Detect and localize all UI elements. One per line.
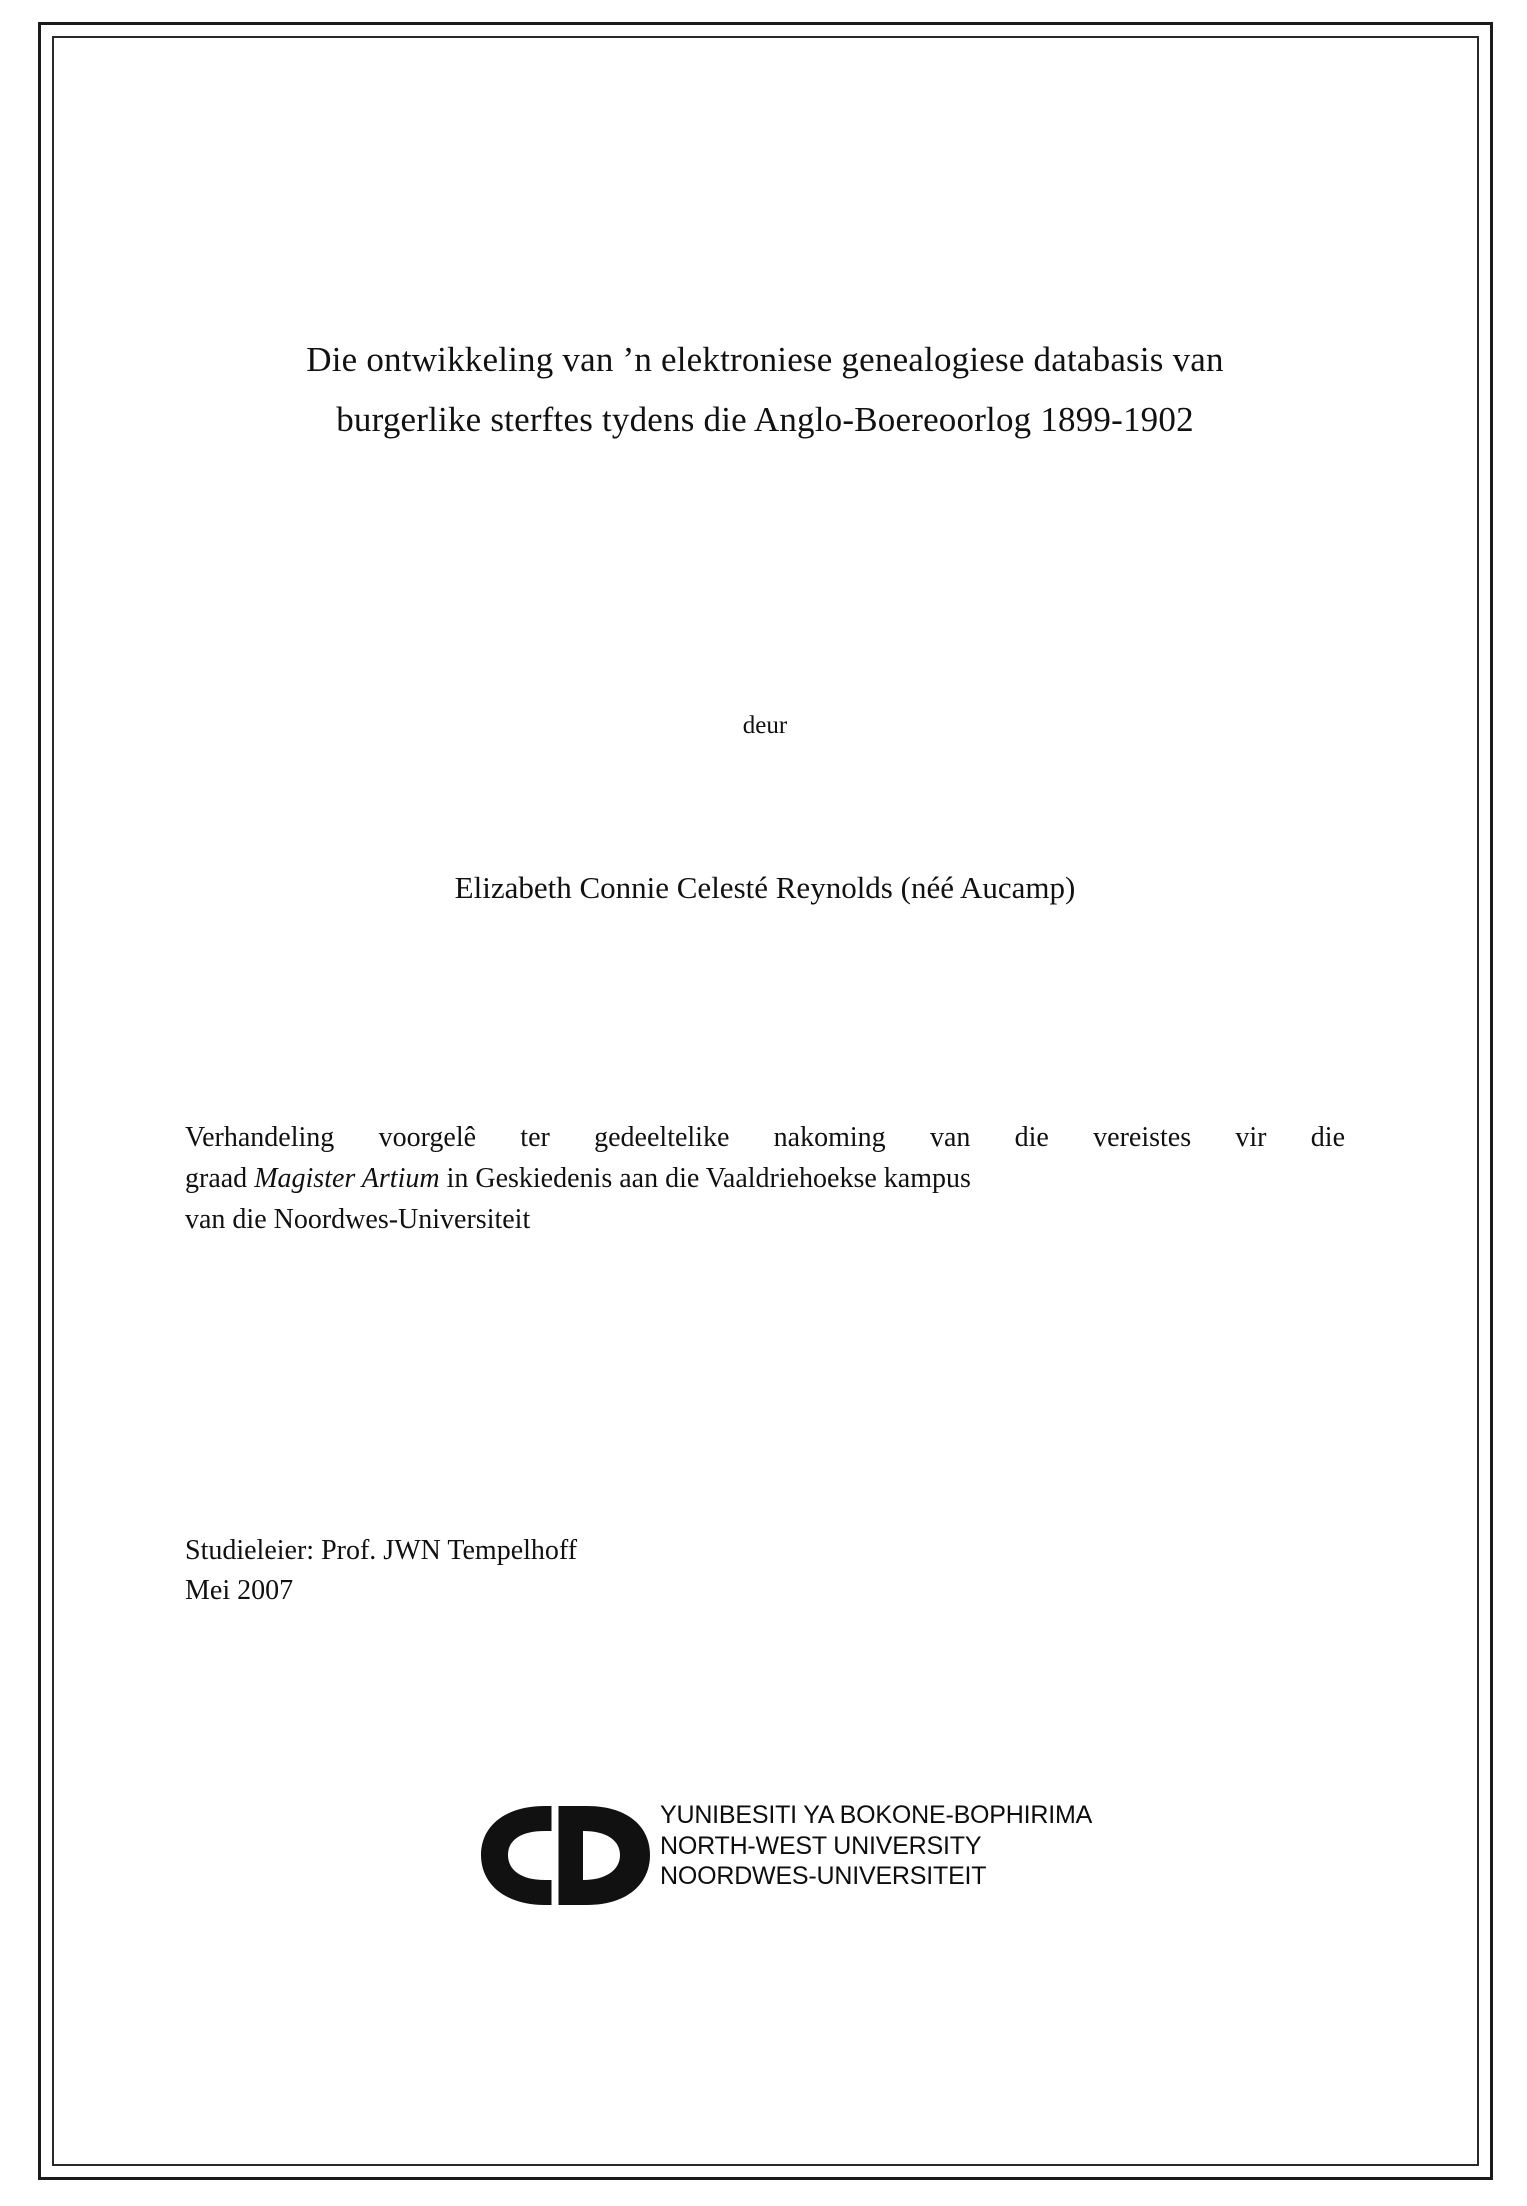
degree-statement xyxy=(185,1118,1345,1241)
degree-name-italic: Magister Artium xyxy=(254,1163,440,1195)
degree-statement-line-2-prefix: graad xyxy=(185,1163,255,1195)
university-logo xyxy=(455,1790,1095,1920)
degree-statement-line-3: van die Noordwes-Universiteit xyxy=(185,1204,531,1236)
title-line-2: burgerlike sterftes tydens die Anglo-Boereoorlog 1899-1902 xyxy=(336,400,1194,440)
title-line-1: Die ontwikkeling van ’n elektroniese genealogiese databasis van xyxy=(306,340,1224,379)
logo-line-2: NORTH-WEST UNIVERSITY xyxy=(660,1831,982,1860)
supervisor-name: Studieleier: Prof. JWN Tempelhoff xyxy=(185,1535,578,1566)
title-page-content xyxy=(185,330,1345,1611)
logo-wordmark xyxy=(660,1800,1092,1892)
degree-statement-line-2 xyxy=(185,1159,1345,1200)
supervisor-block xyxy=(185,1531,1345,1611)
page-title xyxy=(185,330,1345,450)
logo-line-3: NOORDWES-UNIVERSITEIT xyxy=(660,1862,987,1890)
by-label: deur xyxy=(742,712,788,740)
degree-statement-line-1: Verhandeling voorgelê ter gedeeltelike nakoming van die vereistes vir die xyxy=(185,1122,1345,1154)
logo-line-1: YUNIBESITI YA BOKONE-BOPHIRIMA xyxy=(660,1801,1093,1829)
nwu-logo-icon xyxy=(475,1798,660,1913)
author-name: Elizabeth Connie Celesté Reynolds (néé Aucamp) xyxy=(454,870,1076,906)
submission-date: Mei 2007 xyxy=(185,1574,294,1606)
degree-statement-line-2-suffix: in Geskiedenis aan die Vaaldriehoekse kampus xyxy=(439,1163,971,1195)
